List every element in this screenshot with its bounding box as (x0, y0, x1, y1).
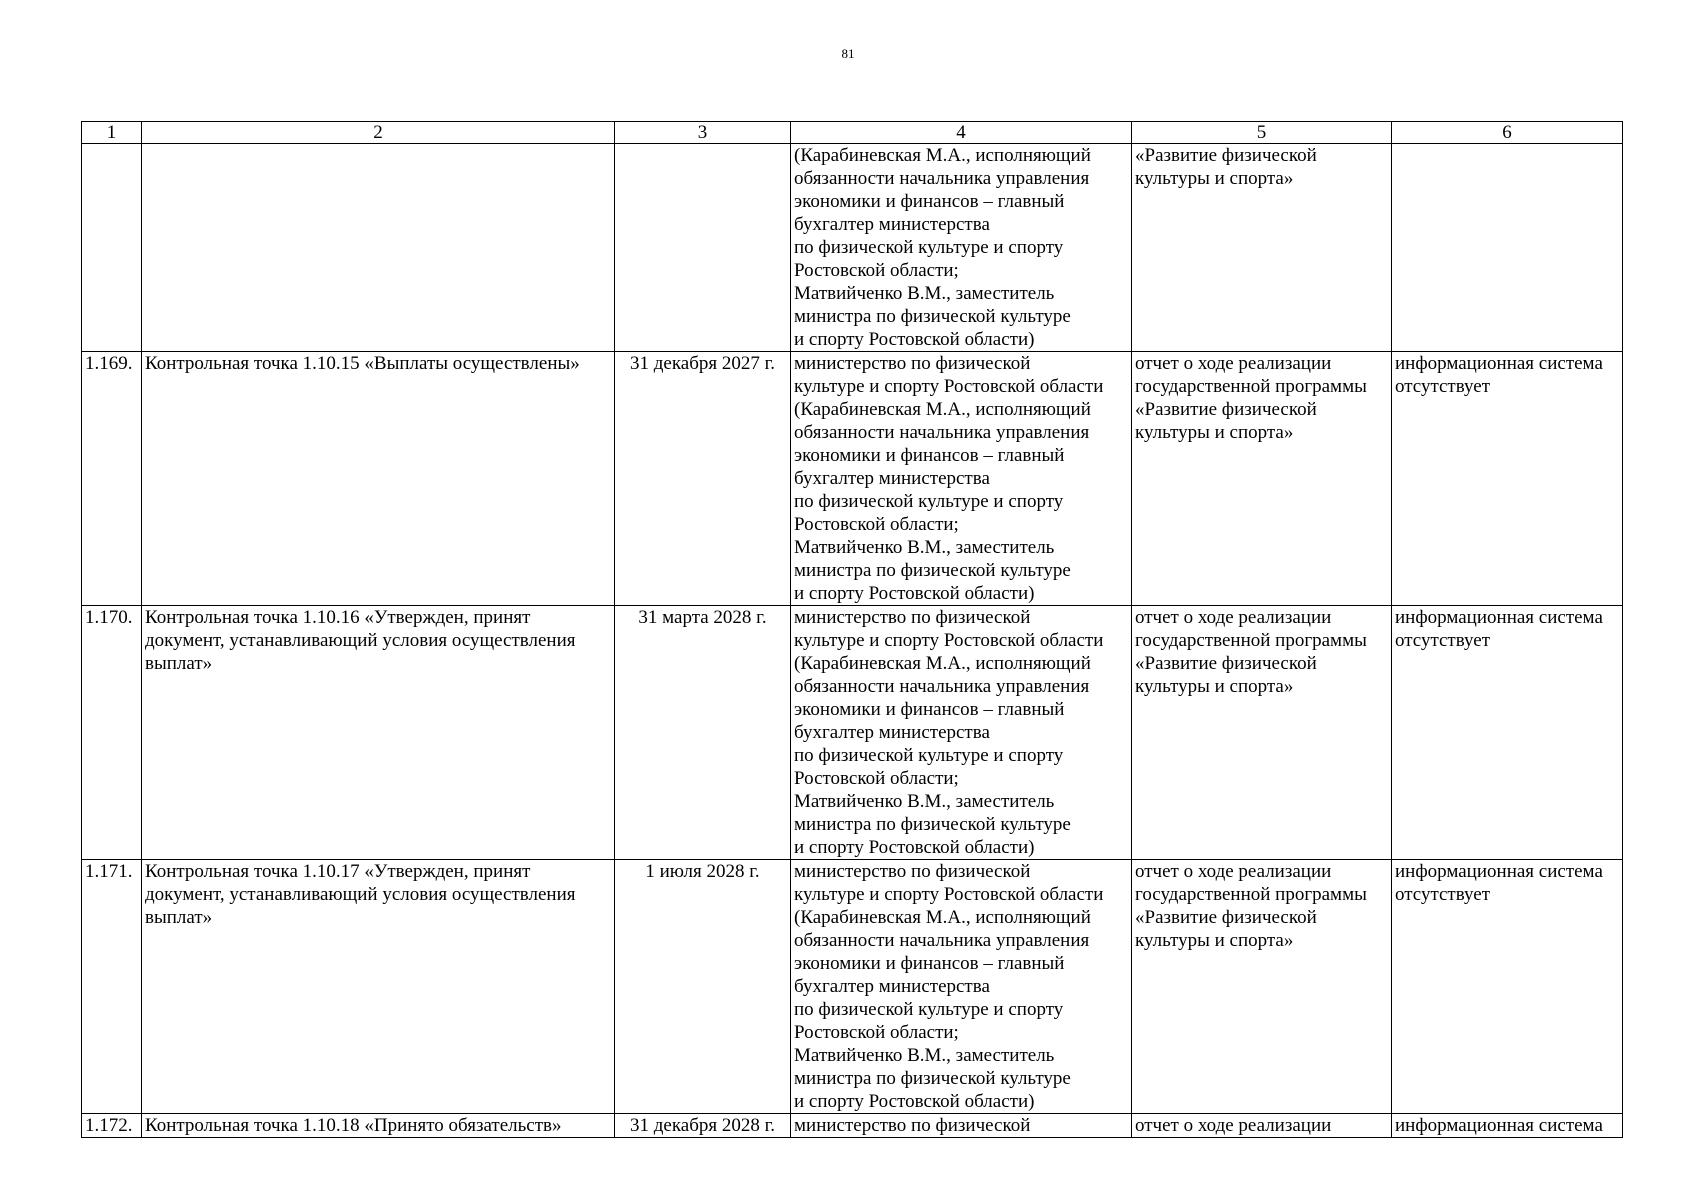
header-cell-5: 5 (1132, 122, 1392, 144)
document-cell: отчет о ходе реализации государственной программы «Развитие физической культуры и спорта» (1132, 352, 1392, 606)
event-name-cell: Контрольная точка 1.10.17 «Утвержден, принят документ, устанавливающий условия осуществления выплат» (142, 860, 615, 1114)
header-cell-1: 1 (82, 122, 142, 144)
header-row (82, 122, 1623, 144)
row-number-cell: 1.172. (82, 1114, 142, 1138)
event-name-cell: Контрольная точка 1.10.15 «Выплаты осуществлены» (142, 352, 615, 606)
row-number-cell: 1.170. (82, 606, 142, 860)
responsible-cell: министерство по физической культуре и спорту Ростовской области (Карабиневская М.А., исполняющий обязанности начальника управления экономики и финансов – главный бухгалтер министерства по физической культуре и спорту Ростовской области; Матвийченко В.М., заместитель министра по физической культуре и спорту Ростовской области) (791, 352, 1132, 606)
row-number-cell: 1.169. (82, 352, 142, 606)
document-cell: «Развитие физической культуры и спорта» (1132, 144, 1392, 352)
document-cell: отчет о ходе реализации государственной программы «Развитие физической культуры и спорта» (1132, 860, 1392, 1114)
event-name-cell: Контрольная точка 1.10.18 «Принято обязательств» (142, 1114, 615, 1138)
data-table (81, 121, 1623, 1138)
responsible-cell: (Карабиневская М.А., исполняющий обязанности начальника управления экономики и финансов – главный бухгалтер министерства по физической культуре и спорту Ростовской области; Матвийченко В.М., заместитель министра по физической культуре и спорту Ростовской области) (791, 144, 1132, 352)
event-name-cell (142, 144, 615, 352)
document-cell: отчет о ходе реализации (1132, 1114, 1392, 1138)
page-number: 81 (841, 46, 855, 61)
event-name-cell: Контрольная точка 1.10.16 «Утвержден, принят документ, устанавливающий условия осуществления выплат» (142, 606, 615, 860)
header-cell-6: 6 (1392, 122, 1623, 144)
header-cell-2: 2 (142, 122, 615, 144)
deadline-cell: 31 декабря 2028 г. (615, 1114, 791, 1138)
info-system-cell: информационная система отсутствует (1392, 860, 1623, 1114)
responsible-cell: министерство по физической культуре и спорту Ростовской области (Карабиневская М.А., исполняющий обязанности начальника управления экономики и финансов – главный бухгалтер министерства по физической культуре и спорту Ростовской области; Матвийченко В.М., заместитель министра по физической культуре и спорту Ростовской области) (791, 606, 1132, 860)
table-row (82, 606, 1623, 860)
info-system-cell: информационная система отсутствует (1392, 606, 1623, 860)
header-cell-4: 4 (791, 122, 1132, 144)
deadline-cell (615, 144, 791, 352)
responsible-cell: министерство по физической культуре и спорту Ростовской области (Карабиневская М.А., исполняющий обязанности начальника управления экономики и финансов – главный бухгалтер министерства по физической культуре и спорту Ростовской области; Матвийченко В.М., заместитель министра по физической культуре и спорту Ростовской области) (791, 860, 1132, 1114)
deadline-cell: 31 марта 2028 г. (615, 606, 791, 860)
table-row (82, 860, 1623, 1114)
row-number-cell: 1.171. (82, 860, 142, 1114)
info-system-cell: информационная система (1392, 1114, 1623, 1138)
table-row (82, 1114, 1623, 1138)
responsible-cell: министерство по физической (791, 1114, 1132, 1138)
info-system-cell (1392, 144, 1623, 352)
deadline-cell: 1 июля 2028 г. (615, 860, 791, 1114)
header-cell-3: 3 (615, 122, 791, 144)
table-row (82, 352, 1623, 606)
document-cell: отчет о ходе реализации государственной программы «Развитие физической культуры и спорта» (1132, 606, 1392, 860)
deadline-cell: 31 декабря 2027 г. (615, 352, 791, 606)
info-system-cell: информационная система отсутствует (1392, 352, 1623, 606)
row-number-cell (82, 144, 142, 352)
table-row (82, 144, 1623, 352)
